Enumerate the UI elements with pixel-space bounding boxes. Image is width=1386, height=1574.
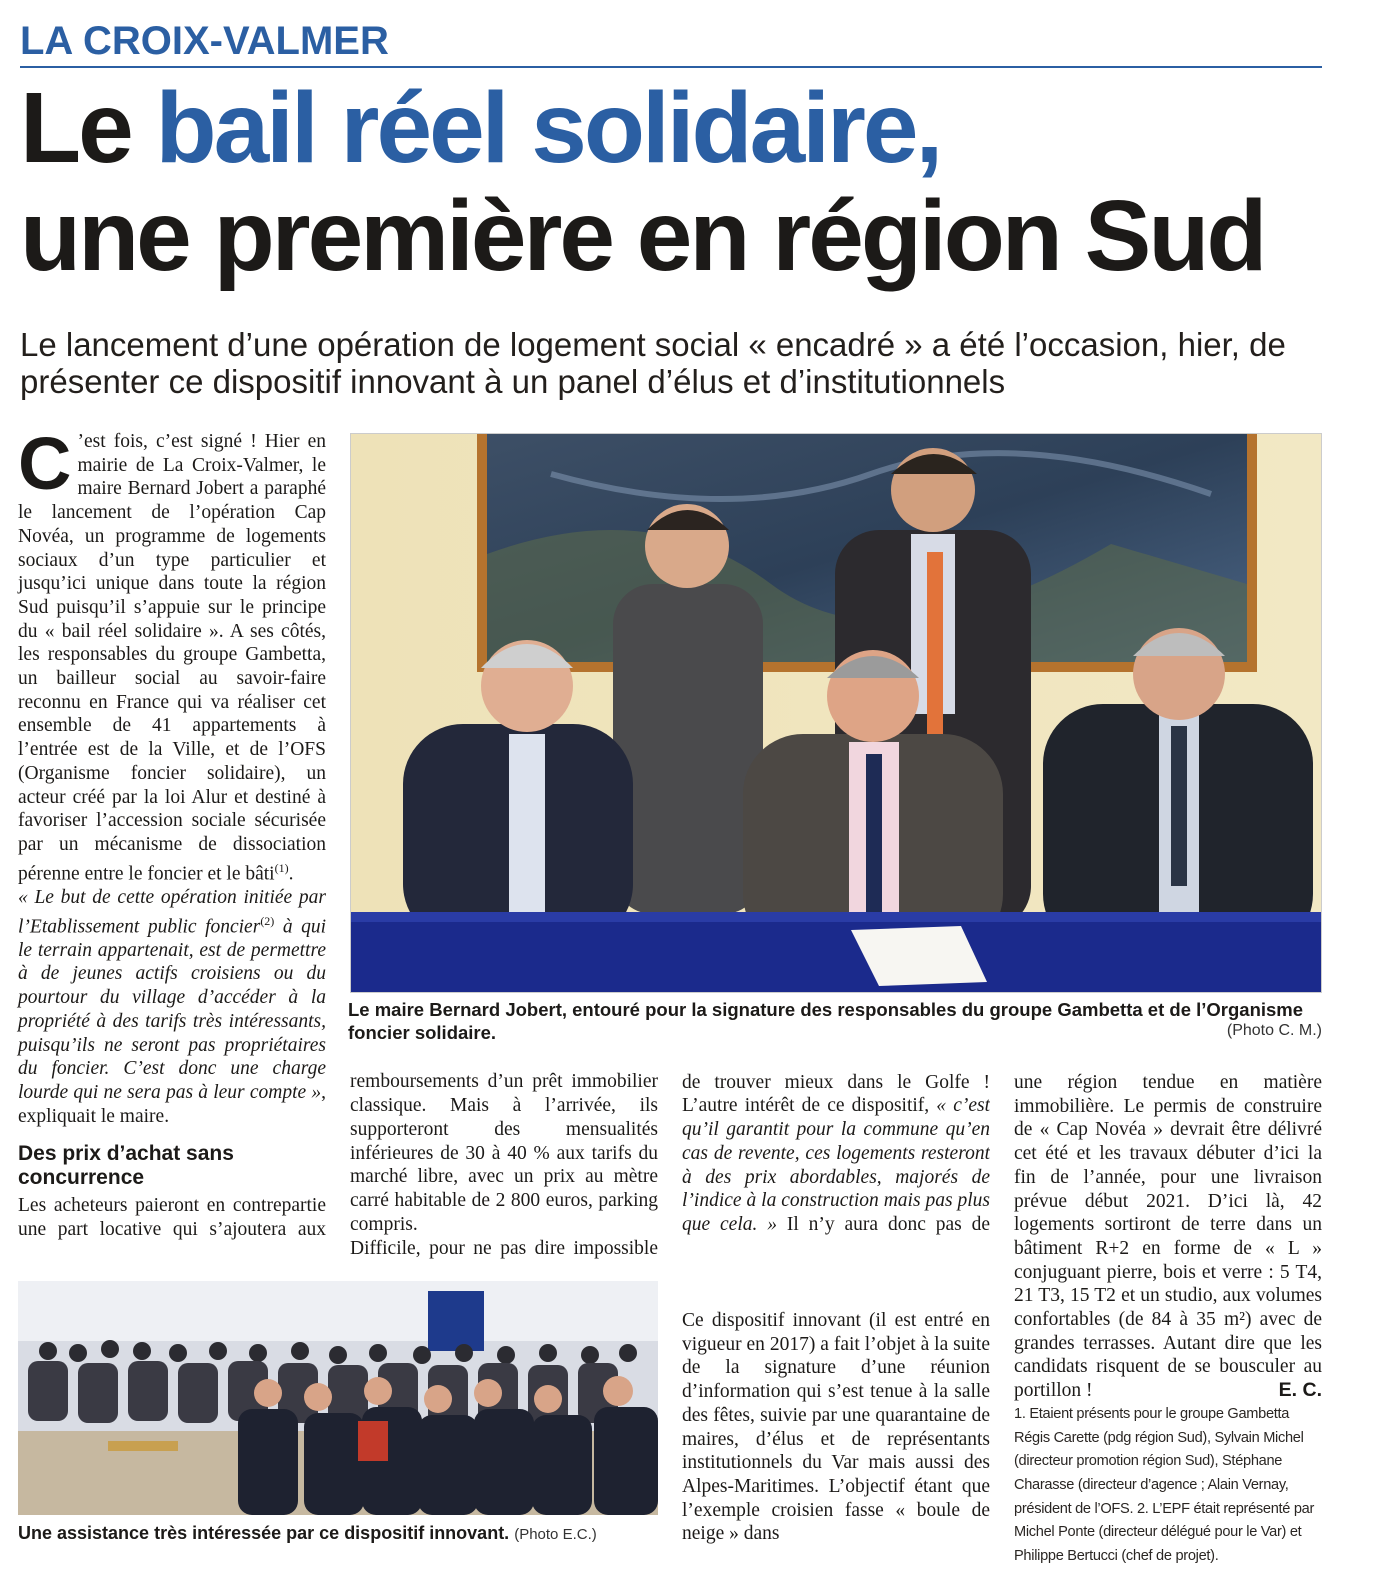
article-column-1 bbox=[18, 422, 326, 1241]
audience-photo-credit: (Photo E.C.) bbox=[514, 1526, 597, 1543]
headline-highlight: bail réel solidaire, bbox=[155, 72, 941, 184]
paragraph-permit bbox=[1014, 1071, 1322, 1403]
paragraph-interest bbox=[682, 1071, 990, 1237]
paragraph-info-meeting: Ce dispositif innovant (il est entré en vigueur en 2017) a fait l’objet à la suite de la signature d’une réunion d’information qui s’est tenue à la salle des fêtes, suivie par une quarantaine de maires, d’élus et de représentants institutionnels du Var mais aussi des Alpes-Maritimes. L’objectif étant que l’exemple croisien fasse « boule de neige » dans bbox=[682, 1310, 990, 1545]
footnote-ref-1: (1) bbox=[274, 860, 289, 875]
quote-1a: « Le but de cette opération initiée par l’Etablissement public foncier bbox=[18, 886, 326, 938]
paragraph-difficile bbox=[350, 1237, 658, 1261]
permit-text: une région tendue en matière immobilière. Le permis de construire de « Cap Novéa » devrait être délivré cet été et les travaux débuter d’ici la fin de l’année, pour une livraison prévue début 2021. D’ici là, 42 logements sortiront de terre dans un bâtiment R+2 en forme de « L » conjuguant pierre, bois et verre : 5 T4, 21 T3, 15 T2 et un studio, aux volumes confortables (de 84 à 35 m²) avec de grandes terrasses. Autant dire que les candidats risquent de se bousculer au portillon ! bbox=[1014, 1072, 1322, 1402]
article-column-4 bbox=[1014, 1071, 1322, 1569]
intro-text: ’est fois, c’est signé ! Hier en mairie de La Croix-Valmer, le maire Bernard Jobert a paraphé le lancement de l’opération Cap Novéa, un programme de logements sociaux d’un type particulier et jusqu’ici unique dans toute la région Sud puisqu’il s’appuie sur le principe du « bail réel solidaire ». A ses côtés, les responsables du groupe Gambetta, un bailleur social au savoir-faire reconnu en France qui va réaliser cet ensemble de 41 appartements à l’entrée est de la Ville, et de l’OFS (Organisme foncier solidaire), un acteur créé par la loi Alur et destiné à favoriser l’accession sociale sécurisée par un mécanisme de dissociation pérenne entre le foncier et le bâti bbox=[18, 431, 326, 885]
section-kicker: LA CROIX-VALMER bbox=[20, 19, 389, 63]
quote-attribution: , expliquait le maire. bbox=[18, 1081, 326, 1127]
dropcap: C bbox=[18, 422, 72, 505]
main-photo-credit: (Photo C. M.) bbox=[1226, 1022, 1322, 1039]
prices-continued: remboursements d’un prêt immobilier classique. Mais à l’arrivée, ils supporteront des mensualités inférieures de 30 à 40 % aux tarifs du marché libre, avec un prix au mètre carré habitable de 2 800 euros, parking compris. bbox=[350, 1071, 658, 1235]
article-column-3 bbox=[682, 1071, 990, 1546]
footnotes: 1. Etaient présents pour le groupe Gambetta Régis Carette (pdg région Sud), Sylvain Michel (directeur promotion région Sud), Stéphane Charasse (directeur d’agence ; Alain Vernay, président de l’OFS. 2. L’EPF était représenté par Michel Ponte (directeur délégué pour le Var) et Philippe Bertucci (chef de projet). bbox=[1014, 1405, 1315, 1565]
audience-photo-caption bbox=[18, 1521, 668, 1547]
audience-caption-text: Une assistance très intéressée par ce dispositif innovant. bbox=[18, 1523, 510, 1543]
intro-end: . bbox=[288, 863, 294, 885]
quote-2: « c’est qu’il garantit pour la commune qu’en cas de revente, ces logements resteront à des prix abordables, majorés de l’indice à la construction mais pas plus que cela. » bbox=[682, 1095, 990, 1235]
signature: E. C. bbox=[1278, 1379, 1322, 1402]
footnote-ref-2: (2) bbox=[260, 913, 275, 928]
paragraph-prices: Les acheteurs paieront en contrepartie une part locative qui s’ajoutera aux bbox=[18, 1195, 326, 1241]
paragraph-quote bbox=[18, 886, 326, 1129]
quote-1b: à qui le terrain appartenait, est de permettre à de jeunes actifs croisiens ou du pourtour du village d’accéder à la propriété à des tarifs très intéressants, puisqu’ils ne seront pas propriétaires du foncier. C’est donc une charge lourde qui ne sera pas à leur compte » bbox=[18, 916, 326, 1103]
signing-photo bbox=[350, 433, 1322, 993]
main-photo-caption: Le maire Bernard Jobert, entouré pour la signature des responsables du groupe Gambetta et de l’Organisme foncier solidaire. bbox=[348, 999, 1304, 1043]
article-column-2 bbox=[350, 1071, 658, 1261]
interest-tail: Il n’y aura donc pas de bbox=[786, 1213, 990, 1235]
interest-continued: de trouver mieux dans le Golfe ! L’autre intérêt de ce dispositif, « c’est qu’il garantit pour la commune qu’en cas de revente, ces logements resteront à des prix abordables, majorés de l’indice à la construction mais pas plus que cela. » Il n’y aura donc pas de bbox=[682, 1071, 990, 1237]
audience-photo bbox=[18, 1281, 658, 1515]
subheading: Des prix d’achat sans concurrence bbox=[18, 1142, 234, 1190]
headline bbox=[20, 74, 1340, 290]
paragraph-intro bbox=[18, 422, 326, 886]
headline-line2: une première en région Sud bbox=[20, 180, 1265, 292]
difficile-text: Difficile, pour ne pas dire impossible bbox=[350, 1238, 658, 1259]
deck: Le lancement d’une opération de logement social « encadré » a été l’occasion, hier, de présenter ce dispositif innovant à un panel d’élus et d’institutionnels bbox=[20, 326, 1286, 400]
kicker-rule bbox=[20, 66, 1322, 68]
paragraph-prices-cont bbox=[350, 1071, 658, 1237]
headline-part1: Le bbox=[20, 72, 156, 184]
